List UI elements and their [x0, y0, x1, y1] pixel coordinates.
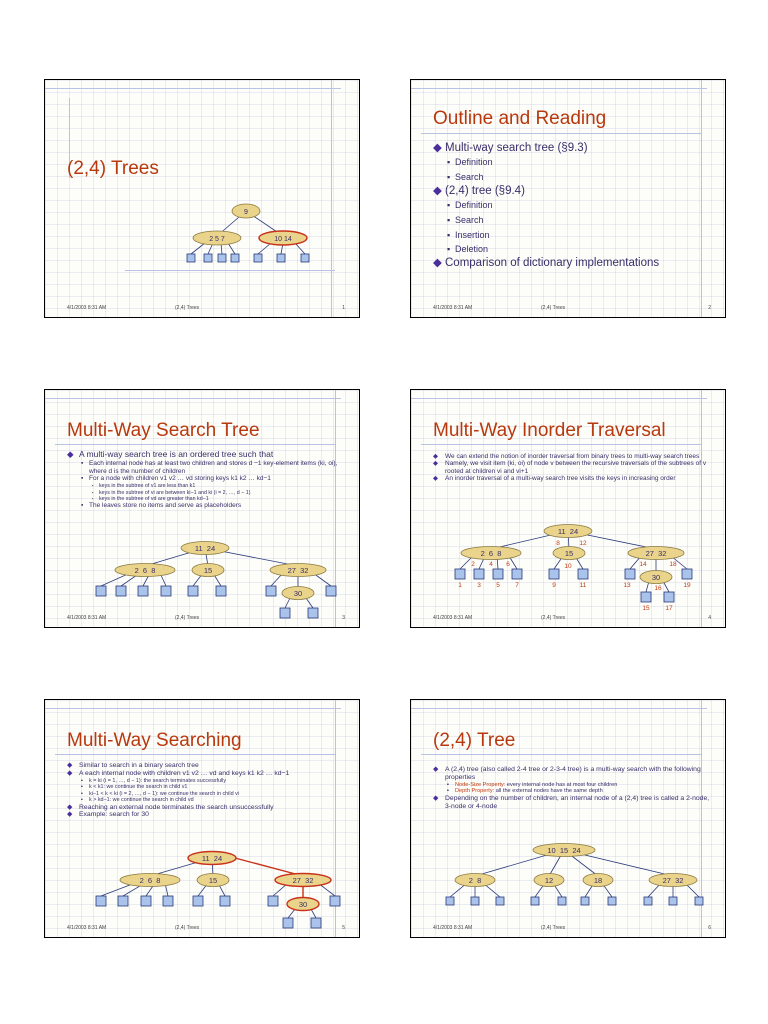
leaf-node	[446, 897, 454, 905]
leaf-node	[277, 254, 285, 262]
leaf-node	[266, 586, 276, 596]
bullet: ◆ Depending on the number of children, an internal node of a (2,4) tree is called a 2-node, 3-node or 4-node	[433, 795, 715, 811]
leaf-node	[231, 254, 239, 262]
leaf-node	[116, 586, 126, 596]
footer-date: 4/1/2003 8:31 AM	[67, 305, 107, 311]
property-name: Depth Property:	[455, 788, 495, 795]
node-label: 10 15 24	[547, 846, 581, 855]
outline-item: ◆ (2,4) tree (§9.4)	[433, 185, 715, 198]
tree-diagram	[411, 390, 726, 628]
leaf-node	[682, 569, 692, 579]
bullet-l2: ▪ The leaves store no items and serve as placeholders	[67, 502, 349, 510]
node-label: 2 6 8	[480, 549, 502, 558]
leaf-node	[549, 569, 559, 579]
traversal-label: 17	[665, 605, 673, 612]
footer-title: (2,4) Trees	[541, 925, 566, 931]
traversal-label: 10	[564, 563, 572, 570]
footer-date: 4/1/2003 8:31 AM	[433, 305, 473, 311]
bullet-l2: ▪ For a node with children v1 v2 … vd storing keys k1 k2 … kd−1	[67, 475, 349, 483]
traversal-label: 4	[489, 561, 493, 568]
bullet-l3: ▪ keys in the subtree of v1 are less than k1	[67, 483, 349, 489]
page-number: 3	[342, 615, 345, 621]
tree-diagram	[411, 700, 726, 938]
bullet-l2: ▪ k < k1: we continue the search in child v1	[67, 784, 349, 790]
leaf-node	[311, 918, 321, 928]
leaf-node	[558, 897, 566, 905]
bullet-l2: ▪ k = ki (i = 1, …, d − 1): the search terminates successfully	[67, 778, 349, 784]
leaf-node	[268, 896, 278, 906]
node-label: 11 24	[194, 544, 216, 553]
bullet: ◆ A multi-way search tree is an ordered tree such that	[67, 450, 349, 460]
slide-2	[410, 79, 726, 318]
footer-date: 4/1/2003 8:31 AM	[67, 925, 107, 931]
node-label: 18	[593, 876, 603, 885]
node-label: 10 14	[274, 236, 292, 243]
leaf-node	[578, 569, 588, 579]
slide-1	[44, 79, 360, 318]
leaf-node	[141, 896, 151, 906]
tree-diagram	[45, 80, 360, 318]
node-label: 2 5 7	[209, 236, 225, 243]
leaf-node	[512, 569, 522, 579]
slide-4	[410, 389, 726, 628]
outline-subitem: ▪ Definition	[433, 200, 715, 211]
leaf-node	[608, 897, 616, 905]
page-number: 1	[342, 305, 345, 311]
traversal-label: 9	[552, 582, 556, 589]
traversal-label: 3	[477, 582, 481, 589]
leaf-node	[301, 254, 309, 262]
outline-item: ◆ Comparison of dictionary implementations	[433, 257, 715, 270]
bullet: ◆ A (2,4) tree (also called 2-4 tree or 2-3-4 tree) is a multi-way search with the following properties	[433, 766, 715, 782]
node-label: 15	[564, 549, 574, 558]
footer-title: (2,4) Trees	[541, 615, 566, 621]
leaf-node	[96, 586, 106, 596]
leaf-node	[330, 896, 340, 906]
node-label: 2 6 8	[134, 566, 156, 575]
node-label: 12	[544, 876, 554, 885]
outline-subitem: ▪ Definition	[433, 157, 715, 168]
bullet: ◆ Example: search for 30	[67, 811, 349, 819]
traversal-label: 13	[623, 582, 631, 589]
traversal-label: 18	[669, 561, 677, 568]
page-number: 4	[708, 615, 711, 621]
traversal-label: 5	[496, 582, 500, 589]
slide-title: Multi-Way Searching	[67, 730, 242, 751]
leaf-node	[581, 897, 589, 905]
leaf-node	[496, 897, 504, 905]
leaf-node	[695, 897, 703, 905]
traversal-label: 14	[639, 561, 647, 568]
leaf-node	[163, 896, 173, 906]
leaf-node	[161, 586, 171, 596]
node-label: 27 32	[645, 549, 667, 558]
node-label: 15	[208, 876, 218, 885]
leaf-node	[625, 569, 635, 579]
slide-5	[44, 699, 360, 938]
bullet: ◆ Namely, we visit item (ki, oi) of node v between the recursive traversals of the subtrees of v rooted at children vi and vi+1	[433, 460, 715, 475]
node-label: 11 24	[557, 527, 579, 536]
traversal-label: 12	[579, 540, 587, 547]
footer-title: (2,4) Trees	[175, 925, 200, 931]
node-label: 15	[203, 566, 213, 575]
leaf-node	[474, 569, 484, 579]
leaf-node	[669, 897, 677, 905]
footer-date: 4/1/2003 8:31 AM	[67, 615, 107, 621]
bullet: ◆ An inorder traversal of a multi-way search tree visits the keys in increasing order	[433, 475, 715, 482]
leaf-node	[187, 254, 195, 262]
bullet-l2: ▪ Each internal node has at least two children and stores d −1 key-element items (ki, oi), where d is the number of children	[67, 460, 349, 476]
traversal-label: 16	[654, 585, 662, 592]
leaf-node	[138, 586, 148, 596]
slide-title: (2,4) Trees	[67, 158, 159, 179]
traversal-label: 11	[579, 582, 587, 589]
footer-title: (2,4) Trees	[175, 615, 200, 621]
footer-date: 4/1/2003 8:31 AM	[433, 615, 473, 621]
node-label: 27 32	[292, 876, 314, 885]
bullet: ◆ Similar to search in a binary search tree	[67, 762, 349, 770]
page-number: 6	[708, 925, 711, 931]
footer-date: 4/1/2003 8:31 AM	[433, 925, 473, 931]
leaf-node	[326, 586, 336, 596]
outline-subitem: ▪ Deletion	[433, 244, 715, 255]
bullet-l2: ▪ ki−1 < k < ki (i = 2, …, d − 1): we continue the search in child vi	[67, 791, 349, 797]
outline-subitem: ▪ Insertion	[433, 230, 715, 241]
page-number: 5	[342, 925, 345, 931]
node-label: 11 24	[201, 854, 223, 863]
leaf-node	[218, 254, 226, 262]
outline-subitem: ▪ Search	[433, 172, 715, 183]
node-label: 30	[298, 900, 308, 909]
leaf-node	[188, 586, 198, 596]
traversal-label: 2	[471, 561, 475, 568]
traversal-label: 15	[642, 605, 650, 612]
slide-3	[44, 389, 360, 628]
leaf-node	[204, 254, 212, 262]
node-label: 2 6 8	[139, 876, 161, 885]
tree-diagram	[45, 390, 360, 628]
bullet: ◆ We can extend the notion of inorder traversal from binary trees to multi-way search trees	[433, 453, 715, 460]
property-text: every internal node has at most four children	[505, 781, 618, 788]
property-name: Node-Size Property:	[455, 781, 506, 788]
leaf-node	[96, 896, 106, 906]
leaf-node	[308, 608, 318, 618]
node-label: 27 32	[662, 876, 684, 885]
leaf-node	[471, 897, 479, 905]
leaf-node	[254, 254, 262, 262]
traversal-label: 19	[683, 582, 691, 589]
outline-list	[433, 142, 715, 270]
footer-title: (2,4) Trees	[175, 305, 200, 311]
footer-title: (2,4) Trees	[541, 305, 566, 311]
leaf-node	[280, 608, 290, 618]
leaf-node	[664, 592, 674, 602]
leaf-node	[118, 896, 128, 906]
slide-6	[410, 699, 726, 938]
traversal-label: 8	[556, 540, 560, 547]
bullet: ◆ Reaching an external node terminates the search unsuccessfully	[67, 804, 349, 812]
outline-item: ◆ Multi-way search tree (§9.3)	[433, 142, 715, 155]
slide-title: (2,4) Tree	[433, 730, 516, 751]
leaf-node	[193, 896, 203, 906]
slide-title: Multi-Way Search Tree	[67, 420, 260, 441]
node-label: 30	[293, 589, 303, 598]
property-text: all the external nodes have the same depth	[494, 788, 603, 795]
node-label: 9	[244, 209, 248, 216]
leaf-node	[493, 569, 503, 579]
bullet-l3: ▪ keys in the subtree of vi are between ki−1 and ki (i = 2, …, d − 1)	[67, 490, 349, 496]
tree-diagram	[45, 700, 360, 938]
traversal-label: 1	[458, 582, 462, 589]
bullet: ◆ A each internal node with children v1 v2 … vd and keys k1 k2 … kd−1	[67, 770, 349, 778]
leaf-node	[283, 918, 293, 928]
slide-title: Multi-Way Inorder Traversal	[433, 420, 666, 441]
bullet-l2: ▪ k > kd−1: we continue the search in child vd	[67, 797, 349, 803]
leaf-node	[531, 897, 539, 905]
page-number: 2	[708, 305, 711, 311]
leaf-node	[455, 569, 465, 579]
bullet-l3: ▪ keys in the subtree of vd are greater than kd−1	[67, 496, 349, 502]
leaf-node	[641, 592, 651, 602]
slide-title: Outline and Reading	[433, 108, 607, 129]
node-label: 2 8	[468, 876, 482, 885]
node-label: 30	[651, 573, 661, 582]
leaf-node	[216, 586, 226, 596]
traversal-label: 7	[515, 582, 519, 589]
outline-subitem: ▪ Search	[433, 215, 715, 226]
traversal-label: 6	[506, 561, 510, 568]
leaf-node	[644, 897, 652, 905]
node-label: 27 32	[287, 566, 309, 575]
leaf-node	[220, 896, 230, 906]
